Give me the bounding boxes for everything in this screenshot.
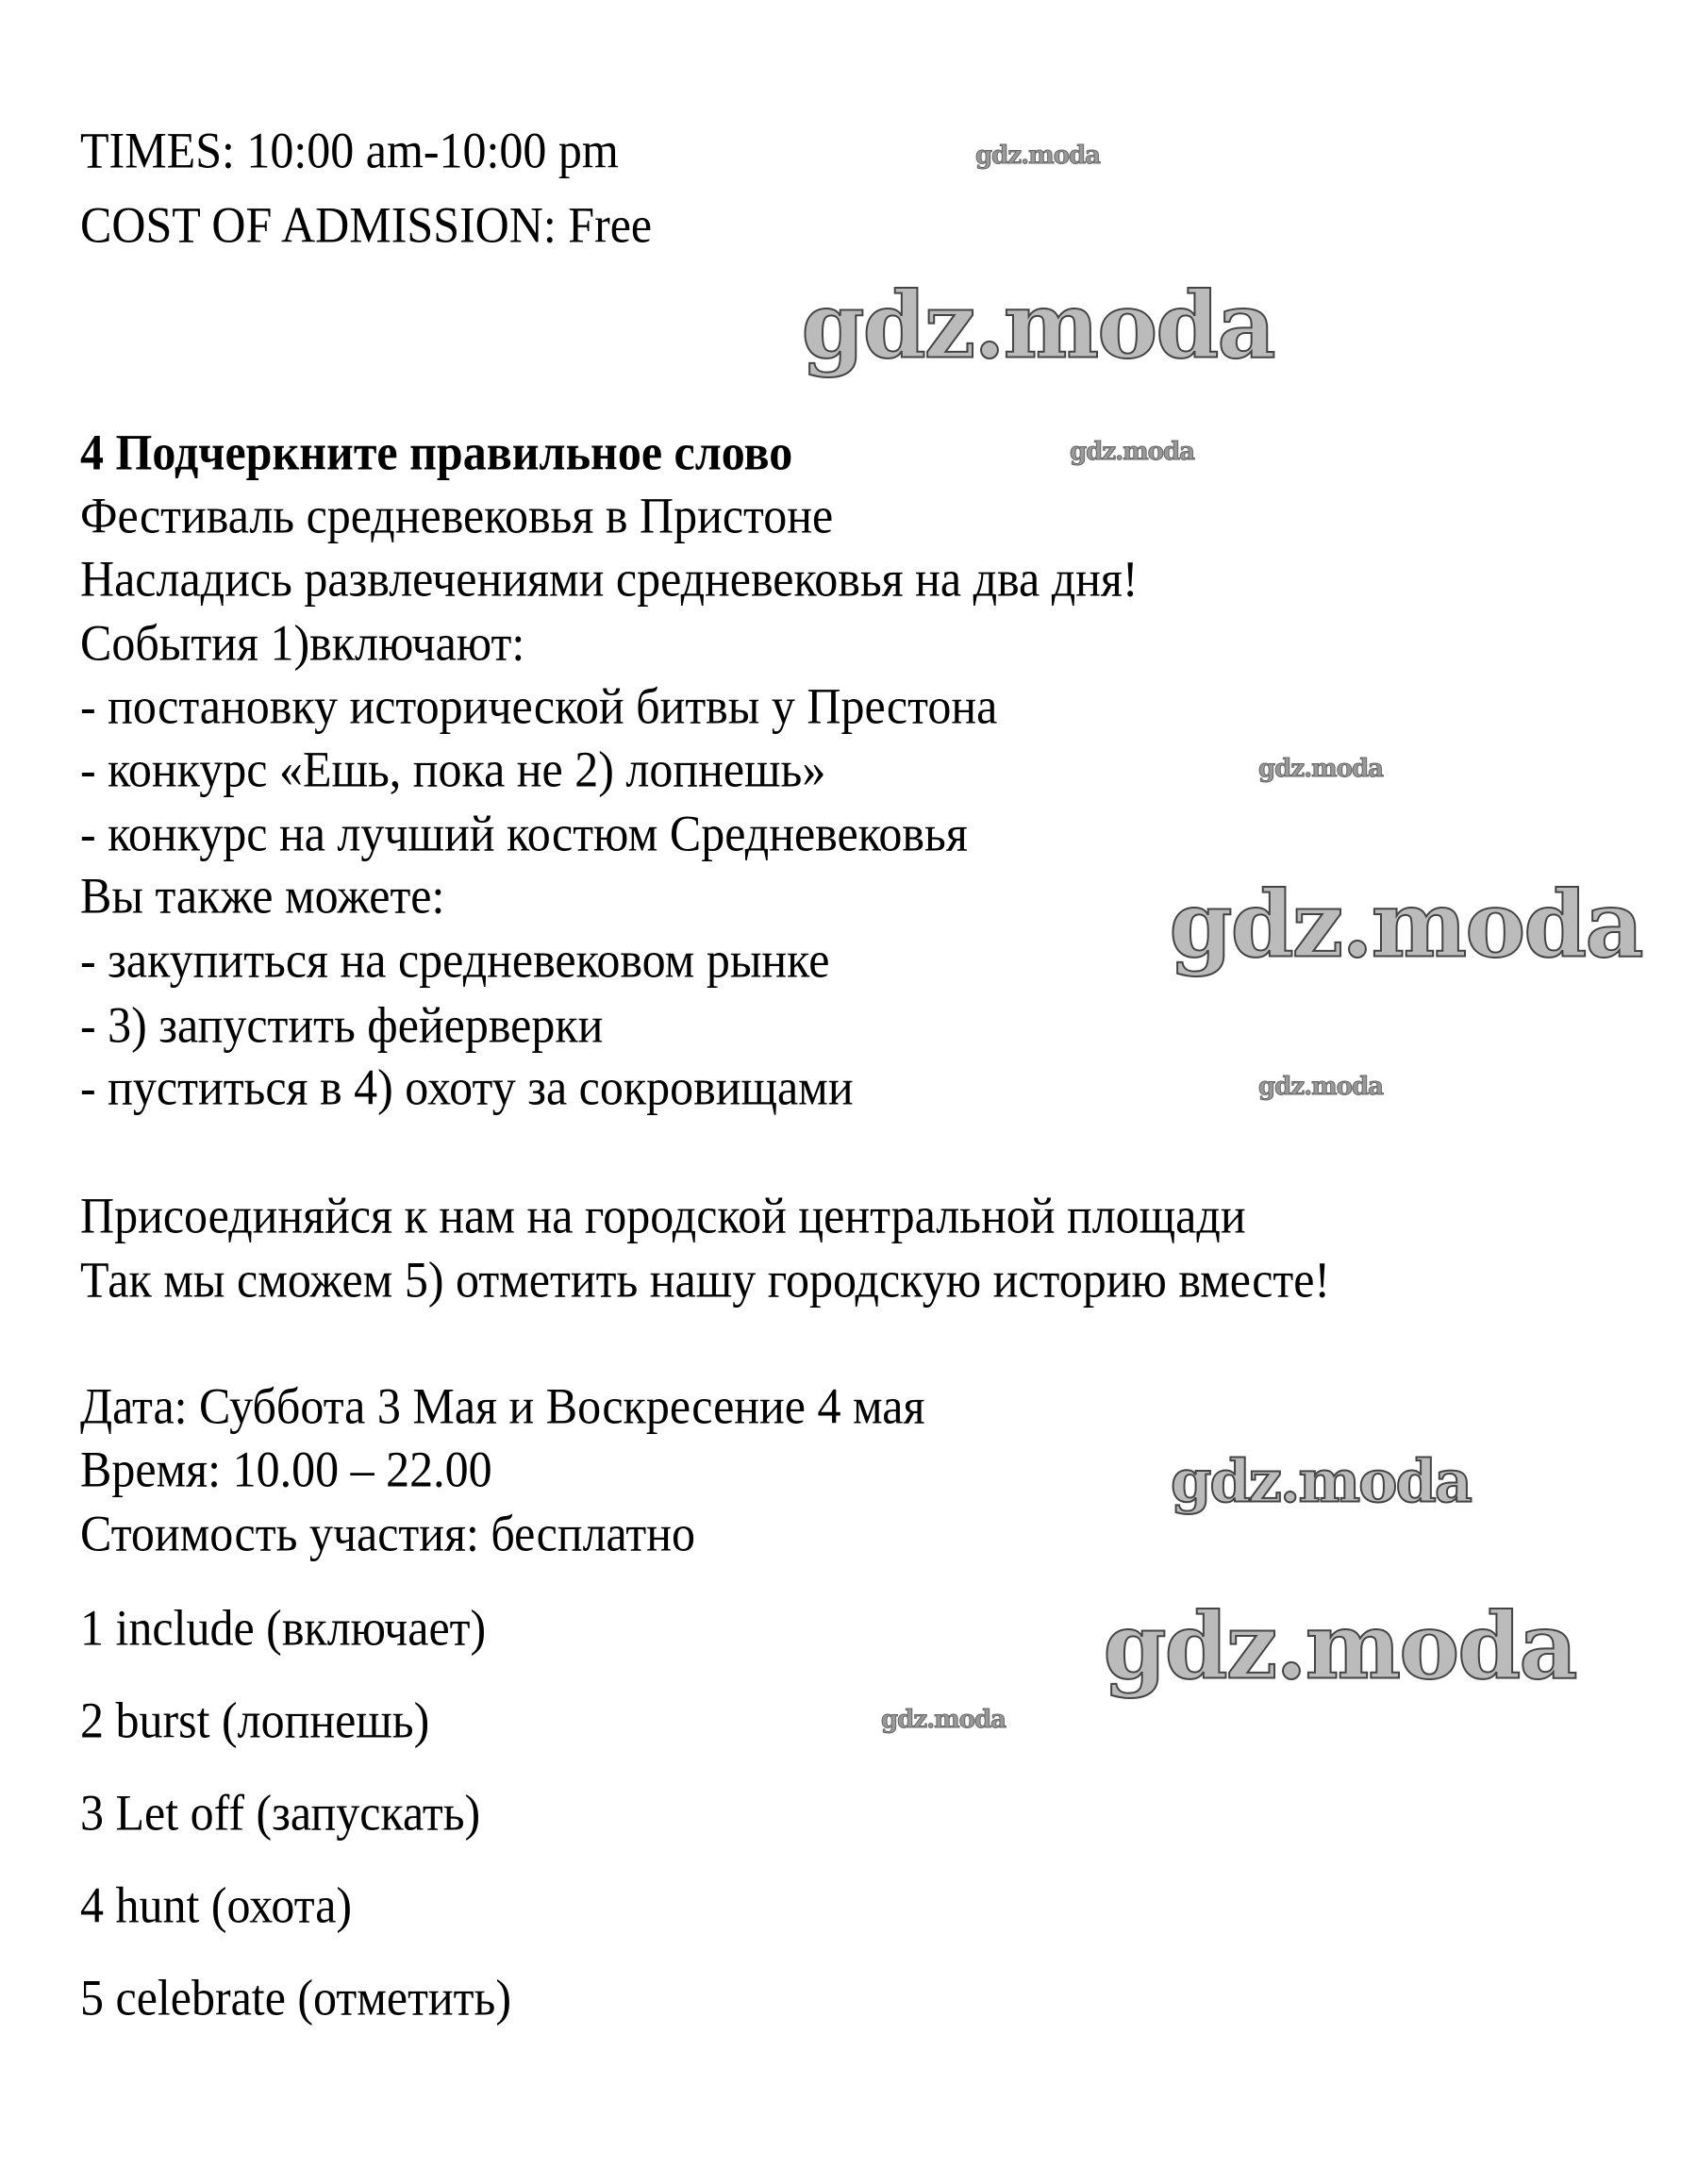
answer-line: 3 Let off (запускать)	[80, 1783, 481, 1842]
exercise-line: - постановку исторической битвы у Престона	[80, 676, 998, 735]
times-line: TIMES: 10:00 am-10:00 pm	[80, 121, 619, 179]
exercise-line: Стоимость участия: бесплатно	[80, 1504, 696, 1562]
watermark-large: gdz.moda	[801, 272, 1274, 379]
answer-line: 4 hunt (охота)	[80, 1876, 353, 1934]
watermark-medium: gdz.moda	[1171, 1446, 1471, 1516]
exercise-line: Время: 10.00 – 22.00	[80, 1440, 492, 1498]
cost-line: COST OF ADMISSION: Free	[80, 195, 653, 254]
exercise-line: Фестиваль средневековья в Пристоне	[80, 486, 834, 544]
exercise-line: - закупиться на средневековом рынке	[80, 930, 830, 989]
exercise-line: События 1)включают:	[80, 613, 525, 672]
watermark-small: gdz.moda	[974, 142, 1101, 170]
exercise-line: Дата: Суббота 3 Мая и Воскресение 4 мая	[80, 1376, 925, 1435]
exercise-line: - 3) запустить фейерверки	[80, 995, 604, 1054]
answer-line: 2 burst (лопнешь)	[80, 1691, 430, 1749]
exercise-line: Так мы сможем 5) отметить нашу городскую историю вместе!	[80, 1250, 1331, 1309]
exercise-line: Вы также можете:	[80, 866, 445, 925]
exercise-line: - пуститься в 4) охоту за сокровищами	[80, 1058, 854, 1116]
watermark-small: gdz.moda	[1257, 1073, 1384, 1101]
exercise-line: - конкурс «Ешь, пока не 2) лопнешь»	[80, 740, 826, 798]
answer-line: 1 include (включает)	[80, 1598, 487, 1657]
answer-line: 5 celebrate (отметить)	[80, 1968, 511, 2026]
exercise-title: 4 Подчеркните правильное слово	[80, 423, 793, 481]
exercise-line: - конкурс на лучший костюм Средневековья	[80, 804, 968, 862]
exercise-line: Насладись развлечениями средневековья на два дня!	[80, 549, 1139, 608]
watermark-small: gdz.moda	[1069, 438, 1195, 466]
watermark-large: gdz.moda	[1169, 871, 1642, 978]
watermark-small: gdz.moda	[880, 1706, 1007, 1734]
watermark-large: gdz.moda	[1103, 1592, 1576, 1700]
exercise-line: Присоединяйся к нам на городской центральной площади	[80, 1186, 1246, 1244]
watermark-small: gdz.moda	[1257, 755, 1384, 783]
